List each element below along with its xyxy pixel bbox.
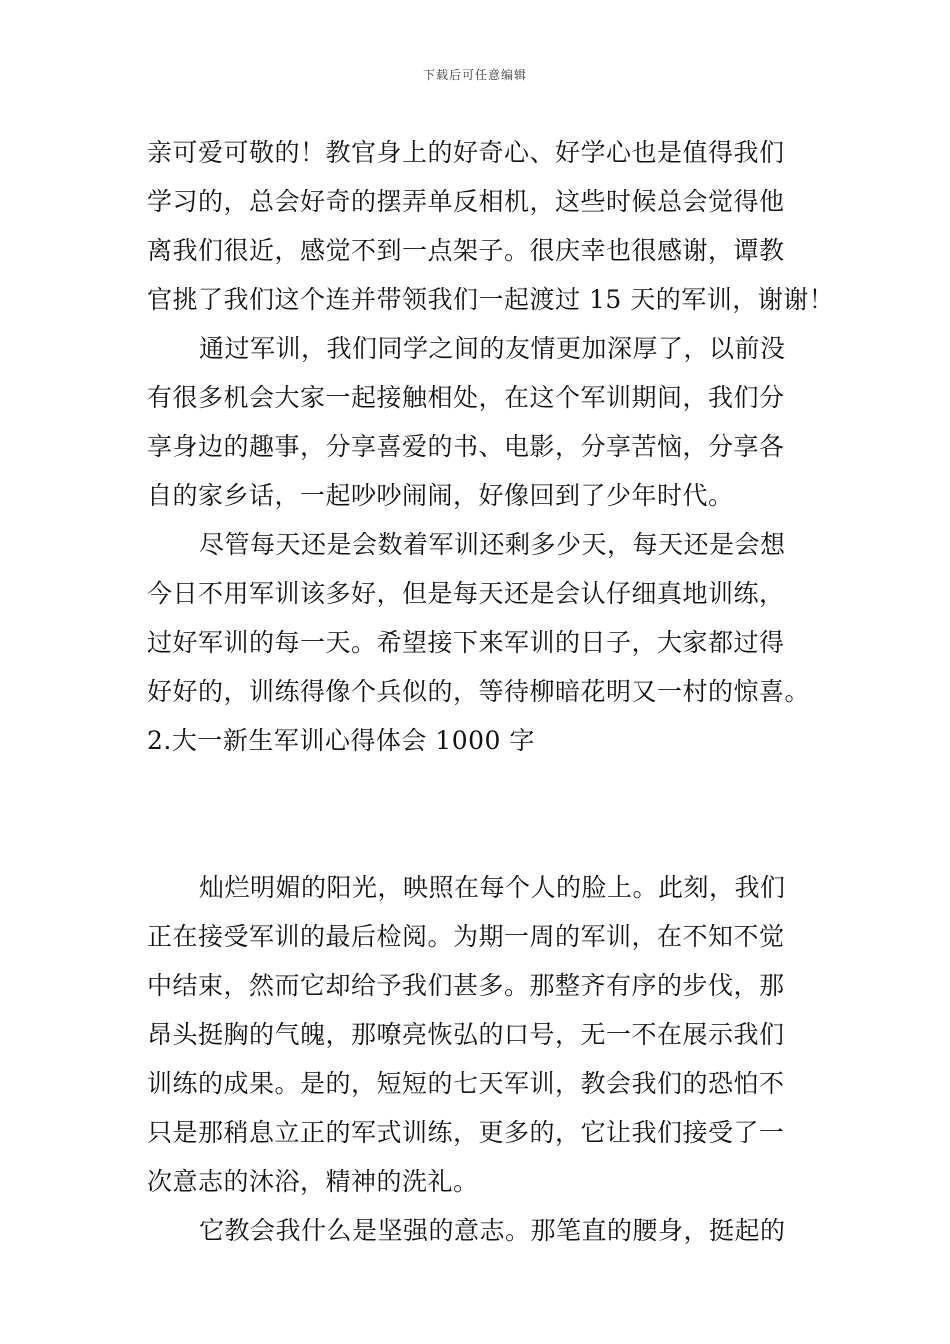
blank-line xyxy=(147,765,817,814)
text-line: 只是那稍息立正的军式训练，更多的，它让我们接受了一 xyxy=(147,1118,785,1147)
text-line: 昂头挺胸的气魄，那嘹亮恢弘的口号，无一不在展示我们 xyxy=(147,1020,785,1049)
text-line: 亲可爱可敬的！教官身上的好奇心、好学心也是值得我们 xyxy=(147,138,785,167)
text-line: 官挑了我们这个连并带领我们一起渡过 15 天的军训，谢谢！ xyxy=(147,285,835,314)
text-line: 有很多机会大家一起接触相处，在这个军训期间，我们分 xyxy=(147,383,785,412)
page-header: 下载后可任意编辑 xyxy=(422,68,527,82)
blank-line xyxy=(147,814,817,863)
text-line: 训练的成果。是的，短短的七天军训，教会我们的恐怕不 xyxy=(147,1069,785,1098)
text-line: 正在接受军训的最后检阅。为期一周的军训，在不知不觉 xyxy=(147,922,785,951)
text-line: 今日不用军训该多好，但是每天还是会认仔细真地训练， xyxy=(147,579,785,608)
text-line: 自的家乡话，一起吵吵闹闹，好像回到了少年时代。 xyxy=(147,481,734,510)
paragraph-start-line: 它教会我什么是坚强的意志。那笔直的腰身，挺起的 xyxy=(199,1216,786,1245)
paragraph-start-line: 灿烂明媚的阳光，映照在每个人的脸上。此刻，我们 xyxy=(199,873,786,902)
text-line: 享身边的趣事，分享喜爱的书、电影，分享苦恼，分享各 xyxy=(147,432,785,461)
text-line: 次意志的沐浴，精神的洗礼。 xyxy=(147,1167,479,1196)
text-line: 好好的，训练得像个兵似的，等待柳暗花明又一村的惊喜。 xyxy=(147,677,811,706)
text-line: 中结束，然而它却给予我们甚多。那整齐有序的步伐，那 xyxy=(147,971,785,1000)
text-line: 学习的，总会好奇的摆弄单反相机，这些时候总会觉得他 xyxy=(147,187,785,216)
paragraph-start-line: 通过军训，我们同学之间的友情更加深厚了，以前没 xyxy=(199,334,786,363)
paragraph-start-line: 尽管每天还是会数着军训还剩多少天，每天还是会想 xyxy=(199,530,786,559)
section-heading: 2.大一新生军训心得体会 1000 字 xyxy=(147,726,535,755)
text-line: 过好军训的每一天。希望接下来军训的日子，大家都过得 xyxy=(147,628,785,657)
text-line: 离我们很近，感觉不到一点架子。很庆幸也很感谢，谭教 xyxy=(147,236,785,265)
document-body xyxy=(147,128,835,1255)
